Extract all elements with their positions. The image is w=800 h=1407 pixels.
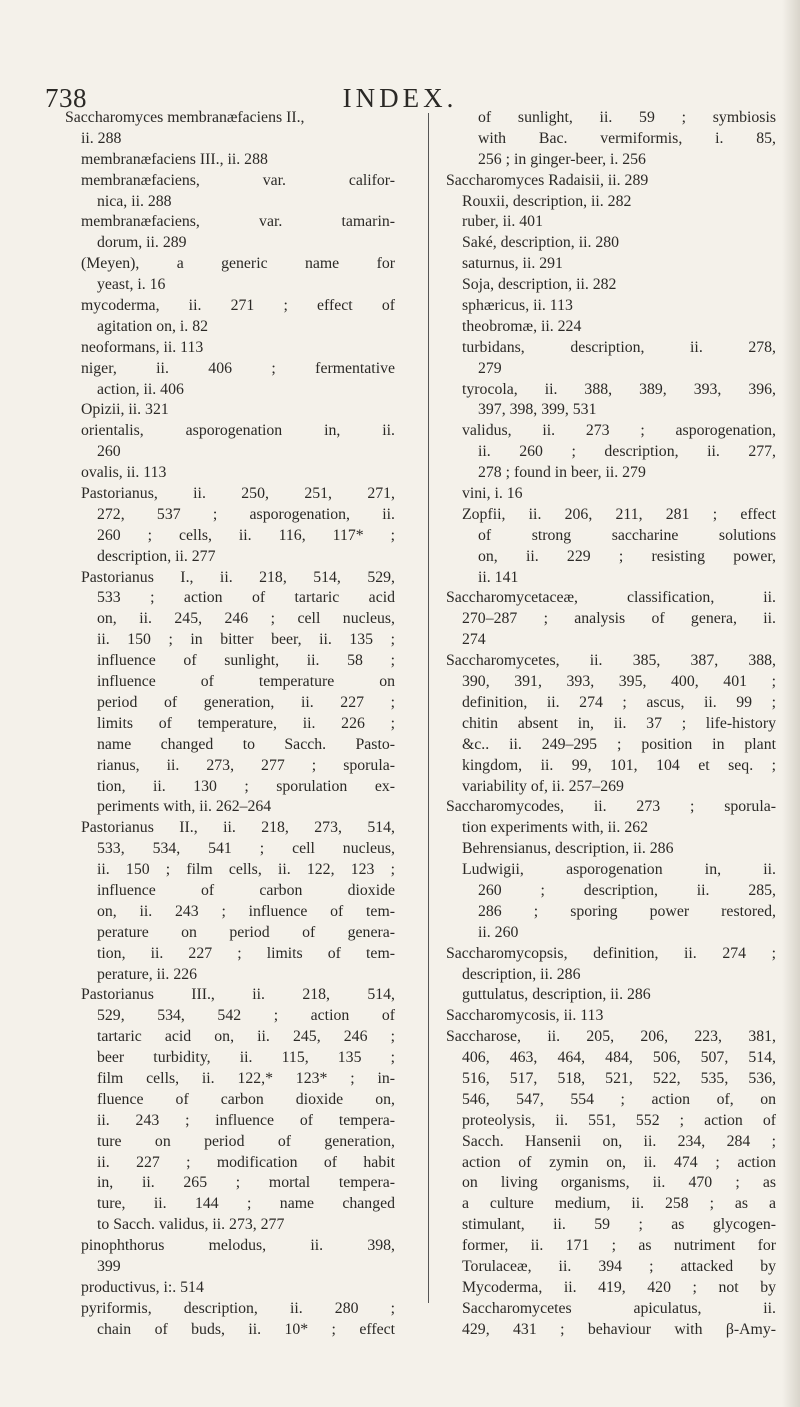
- index-entry-line: a culture medium, ii. 258 ; as a: [462, 1195, 776, 1213]
- index-entry-line: membranæfaciens, var. califor-: [81, 171, 395, 189]
- index-entry-line: on, ii. 229 ; resisting power,: [478, 547, 776, 565]
- page-gutter-shadow: [782, 0, 800, 1407]
- index-entry-line: Pastorianus III., ii. 218, 514,: [81, 986, 395, 1004]
- index-entry-line: periments with, ii. 262–264: [97, 798, 272, 816]
- index-entry-line: Sacch. Hansenii on, ii. 234, 284 ;: [462, 1132, 776, 1150]
- index-entry-line: 270–287 ; analysis of genera, ii.: [462, 610, 776, 628]
- index-entry-line: stimulant, ii. 59 ; as glycogen-: [462, 1216, 776, 1234]
- index-entry-line: 278 ; found in beer, ii. 279: [478, 464, 646, 482]
- index-entry-line: description, ii. 277: [97, 547, 216, 565]
- index-column-left: [65, 108, 395, 1341]
- index-entry-heading: Saccharomycosis, ii. 113: [446, 1007, 604, 1025]
- index-entry-line: sphæricus, ii. 113: [462, 297, 573, 315]
- index-entry-line: film cells, ii. 122,* 123* ; in-: [97, 1069, 395, 1087]
- index-entry-line: to Sacch. validus, ii. 273, 277: [97, 1216, 285, 1234]
- index-entry-line: mycoderma, ii. 271 ; effect of: [81, 297, 395, 315]
- index-entry-line: on, ii. 245, 246 ; cell nucleus,: [97, 610, 395, 628]
- index-entry-line: Pastorianus I., ii. 218, 514, 529,: [81, 568, 395, 586]
- index-entry-line: ii. 227 ; modification of habit: [97, 1153, 395, 1171]
- index-entry-line: ii. 150 ; in bitter beer, ii. 135 ;: [97, 631, 395, 649]
- index-entry-line: ovalis, ii. 113: [81, 464, 167, 482]
- index-entry-line: perature, ii. 226: [97, 965, 198, 983]
- index-entry-line: ii. 288: [81, 129, 122, 147]
- index-entry-line: tion experiments with, ii. 262: [462, 819, 649, 837]
- index-entry-line: of strong saccharine solutions: [478, 526, 776, 544]
- index-entry-line: theobromæ, ii. 224: [462, 317, 582, 335]
- index-entry-line: saturnus, ii. 291: [462, 255, 563, 273]
- index-entry-line: tion, ii. 227 ; limits of tem-: [97, 944, 395, 962]
- index-entry-line: ii. 243 ; influence of tempera-: [97, 1111, 395, 1129]
- index-entry-line: &c.. ii. 249–295 ; position in plant: [462, 735, 776, 753]
- index-entry-heading: Saccharomycetaceæ, classification, ii.: [446, 589, 776, 607]
- index-entry-line: limits of temperature, ii. 226 ;: [97, 714, 395, 732]
- index-entry-line: in, ii. 265 ; mortal tempera-: [97, 1174, 395, 1192]
- index-entry-line: 260 ; description, ii. 285,: [478, 881, 776, 899]
- index-entry-line: Ludwigii, asporogenation in, ii.: [462, 861, 776, 879]
- index-entry-line: former, ii. 171 ; as nutriment for: [462, 1237, 776, 1255]
- index-entry-line: (Meyen), a generic name for: [81, 255, 395, 273]
- index-entry-line: 546, 547, 554 ; action of, on: [462, 1090, 776, 1108]
- index-entry-line: period of generation, ii. 227 ;: [97, 693, 395, 711]
- index-entry-line: 533, 534, 541 ; cell nucleus,: [97, 840, 395, 858]
- index-entry-line: orientalis, asporogenation in, ii.: [81, 422, 395, 440]
- index-entry-line: Mycoderma, ii. 419, 420 ; not by: [462, 1278, 776, 1296]
- index-entry-line: 533 ; action of tartaric acid: [97, 589, 395, 607]
- index-entry-heading: Saccharose, ii. 205, 206, 223, 381,: [446, 1028, 776, 1046]
- index-entry-line: tartaric acid on, ii. 245, 246 ;: [97, 1028, 395, 1046]
- index-entry-line: 429, 431 ; behaviour with β-Amy-: [462, 1320, 776, 1338]
- index-entry-line: fluence of carbon dioxide on,: [97, 1090, 395, 1108]
- index-entry-line: 529, 534, 542 ; action of: [97, 1007, 395, 1025]
- index-entry-line: neoformans, ii. 113: [81, 338, 204, 356]
- index-entry-line: ii. 260 ; description, ii. 277,: [478, 443, 776, 461]
- index-entry-line: Torulaceæ, ii. 394 ; attacked by: [462, 1257, 776, 1275]
- index-entry-line: pyriformis, description, ii. 280 ;: [81, 1299, 395, 1317]
- index-entry-heading: Saccharomycetes, ii. 385, 387, 388,: [446, 652, 776, 670]
- index-entry-line: with Bac. vermiformis, i. 85,: [478, 129, 776, 147]
- index-entry-line: chain of buds, ii. 10* ; effect: [97, 1320, 395, 1338]
- index-entry-line: tyrocola, ii. 388, 389, 393, 396,: [462, 380, 776, 398]
- index-entry-line: rianus, ii. 273, 277 ; sporula-: [97, 756, 395, 774]
- index-entry-line: action, ii. 406: [97, 380, 184, 398]
- index-entry-line: Saccharomycetes apiculatus, ii.: [462, 1299, 776, 1317]
- page-number: 738: [45, 83, 87, 113]
- index-entry-line: Soja, description, ii. 282: [462, 276, 617, 294]
- index-entry-line: kingdom, ii. 99, 101, 104 et seq. ;: [462, 756, 776, 774]
- index-entry-line: membranæfaciens III., ii. 288: [81, 150, 268, 168]
- index-entry-heading: Saccharomyces membranæfaciens II.,: [65, 109, 305, 126]
- index-column-right: [446, 108, 776, 1341]
- index-entry-line: ii. 150 ; film cells, ii. 122, 123 ;: [97, 861, 395, 879]
- index-entry-line: perature on period of genera-: [97, 923, 395, 941]
- index-entry-line: definition, ii. 274 ; ascus, ii. 99 ;: [462, 693, 776, 711]
- index-entry-line: description, ii. 286: [462, 965, 581, 983]
- index-entry-line: Zopfii, ii. 206, 211, 281 ; effect: [462, 505, 776, 523]
- index-entry-line: 397, 398, 399, 531: [478, 401, 597, 419]
- index-entry-line: 274: [462, 631, 486, 649]
- running-head: INDEX.: [342, 83, 458, 113]
- index-entry-heading: Saccharomyces Radaisii, ii. 289: [446, 171, 649, 189]
- index-entry-line: turbidans, description, ii. 278,: [462, 338, 776, 356]
- index-entry-line: Behrensianus, description, ii. 286: [462, 840, 674, 858]
- index-entry-line: tion, ii. 130 ; sporulation ex-: [97, 777, 395, 795]
- index-entry-line: 516, 517, 518, 521, 522, 535, 536,: [462, 1069, 776, 1087]
- index-entry-line: action of zymin on, ii. 474 ; action: [462, 1153, 776, 1171]
- index-entry-line: influence of sunlight, ii. 58 ;: [97, 652, 395, 670]
- index-entry-line: variability of, ii. 257–269: [462, 777, 624, 795]
- index-entry-line: 260: [97, 443, 121, 461]
- index-entry-line: on, ii. 243 ; influence of tem-: [97, 902, 395, 920]
- index-entry-line: agitation on, i. 82: [97, 317, 209, 335]
- index-entry-line: yeast, i. 16: [97, 276, 166, 294]
- index-entry-line: Saké, description, ii. 280: [462, 234, 620, 252]
- index-entry-line: nica, ii. 288: [97, 192, 172, 210]
- index-entry-line: ruber, ii. 401: [462, 213, 543, 231]
- index-entry-line: niger, ii. 406 ; fermentative: [81, 359, 395, 377]
- index-entry-line: ture, ii. 144 ; name changed: [97, 1195, 395, 1213]
- index-entry-line: Rouxii, description, ii. 282: [462, 192, 632, 210]
- index-entry-line: influence of carbon dioxide: [97, 881, 395, 899]
- index-entry-line: 406, 463, 464, 484, 506, 507, 514,: [462, 1049, 776, 1067]
- index-entry-line: 286 ; sporing power restored,: [478, 902, 776, 920]
- index-entry-line: chitin absent in, ii. 37 ; life-history: [462, 714, 776, 732]
- index-entry-line: name changed to Sacch. Pasto-: [97, 735, 395, 753]
- index-entry-line: ii. 260: [478, 923, 519, 941]
- index-entry-line: productivus, i:. 514: [81, 1278, 204, 1296]
- index-entry-line: Pastorianus II., ii. 218, 273, 514,: [81, 819, 395, 837]
- index-entry-line: Pastorianus, ii. 250, 251, 271,: [81, 485, 395, 503]
- index-entry-line: Opizii, ii. 321: [81, 401, 169, 419]
- index-entry-line: of sunlight, ii. 59 ; symbiosis: [478, 109, 776, 126]
- index-entry-line: 390, 391, 393, 395, 400, 401 ;: [462, 673, 776, 691]
- index-entry-line: 272, 537 ; asporogenation, ii.: [97, 505, 395, 523]
- index-entry-line: 260 ; cells, ii. 116, 117* ;: [97, 526, 395, 544]
- index-entry-line: on living organisms, ii. 470 ; as: [462, 1174, 776, 1192]
- index-entry-heading: Saccharomycodes, ii. 273 ; sporula-: [446, 798, 776, 816]
- index-entry-line: 399: [97, 1257, 121, 1275]
- index-entry-line: beer turbidity, ii. 115, 135 ;: [97, 1049, 395, 1067]
- index-entry-heading: Saccharomycopsis, definition, ii. 274 ;: [446, 944, 776, 962]
- index-entry-line: membranæfaciens, var. tamarin-: [81, 213, 395, 231]
- index-entry-line: 256 ; in ginger-beer, i. 256: [478, 150, 646, 168]
- index-entry-line: proteolysis, ii. 551, 552 ; action of: [462, 1111, 776, 1129]
- column-divider: [428, 113, 429, 1303]
- index-entry-line: dorum, ii. 289: [97, 234, 187, 252]
- index-entry-line: validus, ii. 273 ; asporogenation,: [462, 422, 776, 440]
- index-entry-line: vini, i. 16: [462, 485, 523, 503]
- index-entry-line: 279: [478, 359, 502, 377]
- index-entry-line: guttulatus, description, ii. 286: [462, 986, 651, 1004]
- index-entry-line: ii. 141: [478, 568, 519, 586]
- index-entry-line: ture on period of generation,: [97, 1132, 395, 1150]
- index-entry-line: influence of temperature on: [97, 673, 395, 691]
- index-entry-line: pinophthorus melodus, ii. 398,: [81, 1237, 395, 1255]
